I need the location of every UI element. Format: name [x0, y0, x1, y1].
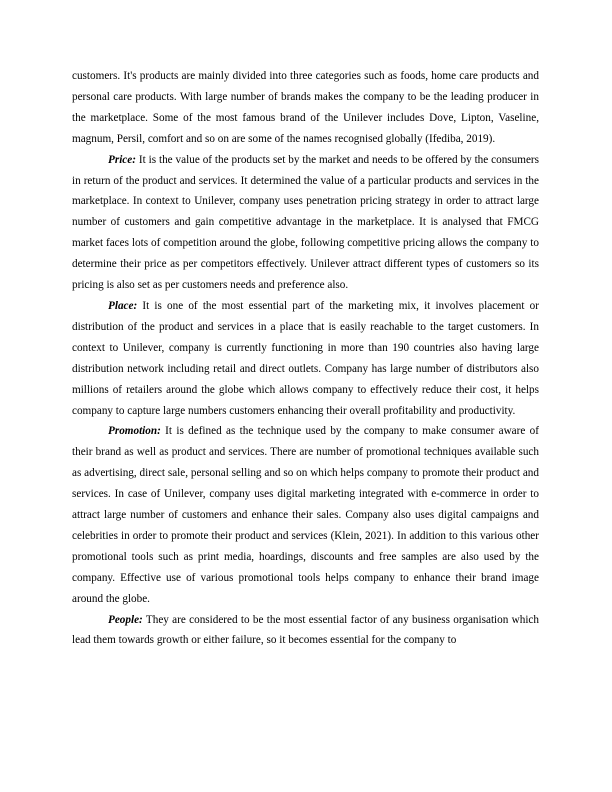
document-page — [72, 66, 539, 651]
section-heading-promotion: Promotion: — [108, 425, 161, 438]
section-heading-price: Price: — [108, 153, 136, 166]
paragraph-text: It is the value of the products set by the market and needs to be offered by the consumers in return of the product and services. It determined the value of a particular products and services in the marketplace. In context to Unilever, company uses penetration pricing strategy in order to attract large number of customers and gain competitive advantage in the marketplace. It is analysed that FMCG market faces lots of competition around the globe, following competitive pricing allows the company to determine their price as per competitors effectively. Unilever attract different types of customers so its pricing is also set as per customers needs and preference also. — [72, 153, 539, 292]
paragraph-price — [72, 150, 539, 296]
paragraph-company-overview — [72, 66, 539, 150]
paragraph-place — [72, 296, 539, 421]
paragraph-text: It is defined as the technique used by the company to make consumer aware of their brand as well as product and services. There are number of promotional techniques available such as advertising, direct sale, personal selling and so on which helps company to promote their product and services. In case of Unilever, company uses digital marketing integrated with e-commerce in order to attract large number of customers and enhance their sales. Company also uses digital campaigns and celebrities in order to promote their product and services (Klein, 2021). In addition to this various other promotional tools such as print media, hoardings, discounts and free samples are also used by the company. Effective use of various promotional tools helps company to enhance their brand image around the globe. — [72, 425, 539, 605]
section-heading-people: People: — [108, 613, 143, 626]
paragraph-text: It is one of the most essential part of the marketing mix, it involves placement or distribution of the product and services in a place that is easily reachable to the target customers. In context to Unilever, company is currently functioning in more than 190 countries also having large distribution network including retail and direct outlets. Company has large number of distributors also millions of retailers around the globe which allows company to effectively reduce their cost, it helps company to capture large numbers customers enhancing their overall profitability and productivity. — [72, 299, 539, 417]
paragraph-promotion — [72, 421, 539, 609]
paragraph-people — [72, 610, 539, 652]
section-heading-place: Place: — [108, 299, 138, 312]
paragraph-text: customers. It's products are mainly divided into three categories such as foods, home care products and personal care products. With large number of brands makes the company to be the leading producer in the marketplace. Some of the most famous brand of the Unilever includes Dove, Lipton, Vaseline, magnum, Persil, comfort and so on are some of the names recognised globally (Ifediba, 2019). — [72, 70, 539, 145]
paragraph-text: They are considered to be the most essential factor of any business organisation which lead them towards growth or either failure, so it becomes essential for the company to — [72, 613, 539, 647]
